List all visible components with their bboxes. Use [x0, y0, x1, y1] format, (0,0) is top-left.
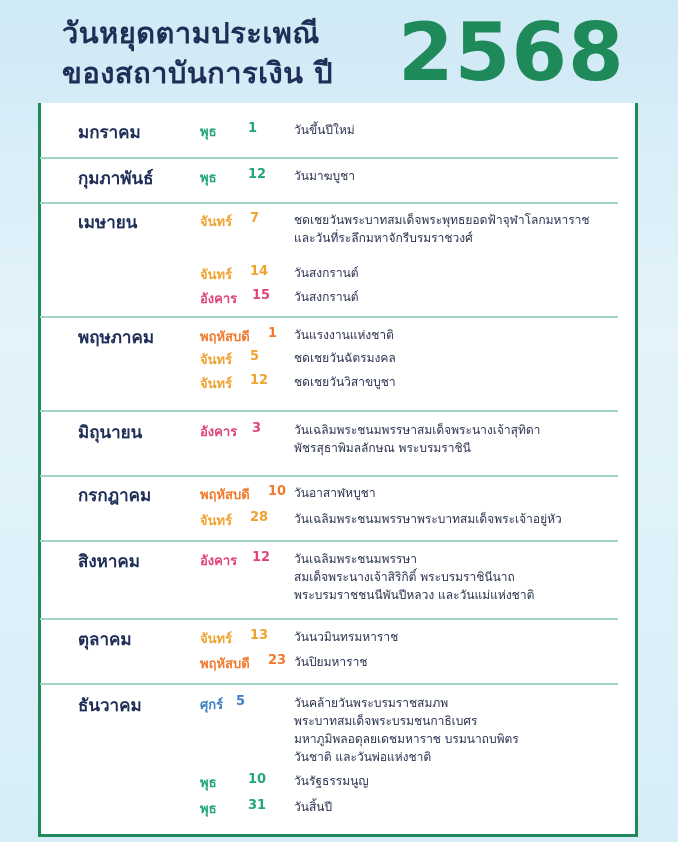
holiday-day: อังคาร	[200, 292, 238, 307]
month-name: กรกฎาคม	[78, 486, 152, 506]
holiday-row	[200, 768, 640, 791]
holiday-day: พฤหัสบดี	[200, 657, 250, 672]
month-name: มกราคม	[78, 123, 141, 143]
holiday-row	[200, 163, 640, 186]
holiday-day: อังคาร	[200, 554, 238, 569]
holiday-description: พัชรสุธาพิมลลักษณ พระบรมราชินี	[294, 441, 471, 455]
holiday-row	[200, 794, 640, 817]
holiday-row	[200, 284, 640, 307]
month-divider	[40, 540, 618, 542]
month-name: เมษายน	[78, 213, 138, 233]
holiday-description: วันขึ้นปีใหม่	[294, 123, 355, 137]
holiday-date: 15	[252, 288, 271, 303]
holiday-day: พุธ	[200, 171, 217, 186]
holiday-date: 31	[248, 798, 267, 813]
holiday-description: พระบาทสมเด็จพระบรมชนกาธิเบศร	[294, 714, 478, 728]
holiday-day: อังคาร	[200, 425, 238, 440]
holiday-description: วันเฉลิมพระชนมพรรษา	[294, 552, 417, 566]
month-name: พฤษภาคม	[78, 328, 155, 348]
holiday-row	[200, 117, 640, 140]
holiday-date: 12	[250, 373, 269, 388]
holiday-date: 28	[250, 510, 269, 525]
holiday-day: จันทร์	[200, 632, 233, 647]
holiday-row	[200, 624, 640, 647]
holiday-row	[200, 417, 640, 455]
holiday-row	[200, 480, 640, 503]
holiday-description: วันเฉลิมพระชนมพรรษาสมเด็จพระนางเจ้าสุทิดา	[294, 423, 541, 437]
holiday-description: วันรัฐธรรมนูญ	[294, 774, 369, 788]
holiday-row	[200, 345, 640, 368]
holiday-day: พุธ	[200, 125, 217, 140]
holiday-date: 10	[248, 772, 267, 787]
year-heading: 2568	[398, 6, 625, 99]
holiday-day: จันทร์	[200, 353, 233, 368]
month-name: มิถุนายน	[78, 423, 143, 443]
holiday-description: วันสิ้นปี	[294, 800, 333, 814]
holiday-day: ศุกร์	[200, 698, 224, 713]
holiday-row	[200, 546, 640, 602]
holiday-description: วันสงกรานต์	[294, 290, 359, 304]
holiday-description: พระบรมราชชนนีพันปีหลวง และวันแม่แห่งชาติ	[294, 588, 535, 602]
holiday-description: ชดเชยวันฉัตรมงคล	[294, 351, 396, 365]
holiday-description: ชดเชยวันวิสาขบูชา	[294, 375, 396, 389]
holiday-date: 5	[236, 694, 246, 709]
month-divider	[40, 316, 618, 318]
holiday-row	[200, 322, 640, 345]
month-name: ธันวาคม	[78, 696, 142, 716]
holiday-date: 23	[268, 653, 287, 668]
holiday-description: วันสงกรานต์	[294, 266, 359, 280]
holiday-day: พฤหัสบดี	[200, 330, 250, 345]
holiday-day: จันทร์	[200, 215, 233, 230]
holiday-description: วันแรงงานแห่งชาติ	[294, 328, 394, 342]
month-name: ตุลาคม	[78, 630, 132, 650]
holiday-row	[200, 649, 640, 672]
holiday-date: 14	[250, 264, 269, 279]
holiday-description: มหาภูมิพลอดุลยเดชมหาราช บรมนาถบพิตร	[294, 732, 519, 746]
holiday-description: วันนวมินทรมหาราช	[294, 630, 399, 644]
holiday-date: 7	[250, 211, 260, 226]
holiday-row	[200, 260, 640, 283]
holiday-date: 12	[252, 550, 271, 565]
holiday-date: 12	[248, 167, 267, 182]
holiday-description: วันมาฆบูชา	[294, 169, 355, 183]
month-name: กุมภาพันธ์	[78, 169, 154, 189]
holiday-description: และวันที่ระลึกมหาจักรีบรมราชวงศ์	[294, 231, 473, 245]
header	[0, 0, 678, 100]
month-divider	[40, 410, 618, 412]
month-divider	[40, 475, 618, 477]
holiday-description: วันอาสาฬหบูชา	[294, 486, 376, 500]
holiday-row	[200, 207, 640, 245]
holiday-date: 10	[268, 484, 287, 499]
title-line-2: ของสถาบันการเงิน ปี	[62, 56, 333, 90]
holiday-date: 5	[250, 349, 260, 364]
holiday-row	[200, 506, 640, 529]
holiday-day: จันทร์	[200, 514, 233, 529]
month-divider	[40, 618, 618, 620]
holiday-date: 3	[252, 421, 262, 436]
holiday-description: สมเด็จพระนางเจ้าสิริกิติ์ พระบรมราชินีนาถ	[294, 570, 515, 584]
month-divider	[40, 683, 618, 685]
month-divider	[40, 202, 618, 204]
holiday-description: วันเฉลิมพระชนมพรรษาพระบาทสมเด็จพระเจ้าอยู่หัว	[294, 512, 562, 526]
holiday-description: วันปิยมหาราช	[294, 655, 368, 669]
holiday-row	[200, 690, 640, 764]
holiday-day: พุธ	[200, 776, 217, 791]
holiday-date: 13	[250, 628, 269, 643]
holiday-description: ชดเชยวันพระบาทสมเด็จพระพุทธยอดฟ้าจุฬาโลกมหาราช	[294, 213, 590, 227]
holiday-description: วันชาติ และวันพ่อแห่งชาติ	[294, 750, 432, 764]
holiday-description: วันคล้ายวันพระบรมราชสมภพ	[294, 696, 449, 710]
title-line-1: วันหยุดตามประเพณี	[62, 16, 320, 50]
holiday-day: พฤหัสบดี	[200, 488, 250, 503]
month-name: สิงหาคม	[78, 552, 141, 572]
holiday-day: จันทร์	[200, 377, 233, 392]
holiday-date: 1	[248, 121, 258, 136]
month-divider	[40, 157, 618, 159]
holiday-day: พุธ	[200, 802, 217, 817]
holiday-row	[200, 369, 640, 392]
holiday-date: 1	[268, 326, 278, 341]
holiday-day: จันทร์	[200, 268, 233, 283]
